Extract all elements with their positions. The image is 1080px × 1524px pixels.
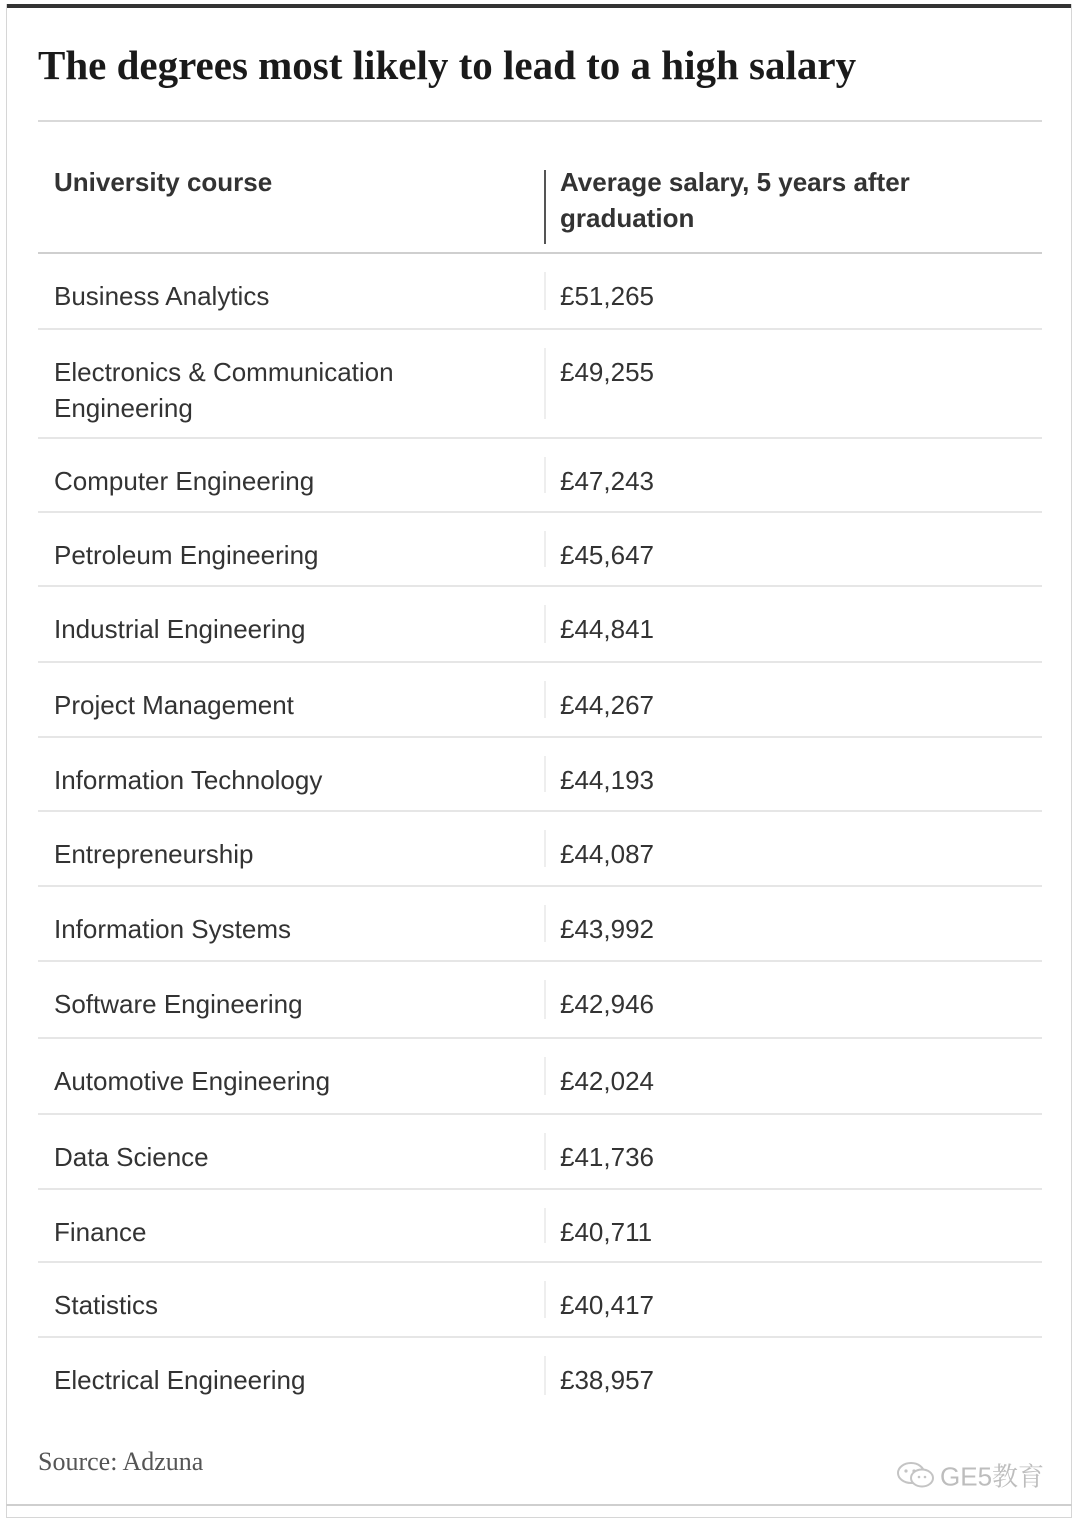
course-cell: Entrepreneurship bbox=[54, 839, 254, 869]
course-cell: Finance bbox=[54, 1217, 147, 1247]
salary-cell: £47,243 bbox=[560, 466, 654, 496]
salary-cell: £44,087 bbox=[560, 839, 654, 869]
row-column-divider bbox=[544, 1356, 546, 1395]
table-row bbox=[38, 962, 1042, 1039]
table-row bbox=[38, 439, 1042, 513]
row-column-divider bbox=[544, 531, 546, 567]
course-cell: Industrial Engineering bbox=[54, 614, 306, 644]
header-column-divider bbox=[544, 170, 546, 244]
table-row bbox=[38, 1190, 1042, 1263]
table-row bbox=[38, 1039, 1042, 1115]
salary-cell: £38,957 bbox=[560, 1365, 654, 1395]
salary-cell: £41,736 bbox=[560, 1142, 654, 1172]
course-cell: Petroleum Engineering bbox=[54, 540, 319, 570]
row-column-divider bbox=[544, 1057, 546, 1095]
salary-cell: £40,417 bbox=[560, 1290, 654, 1320]
table-row bbox=[38, 887, 1042, 962]
table-row bbox=[38, 254, 1042, 330]
salary-cell: £42,946 bbox=[560, 989, 654, 1019]
row-column-divider bbox=[544, 905, 546, 942]
row-column-divider bbox=[544, 830, 546, 867]
table-row bbox=[38, 1338, 1042, 1413]
salary-cell: £49,255 bbox=[560, 357, 654, 387]
row-column-divider bbox=[544, 457, 546, 493]
row-column-divider bbox=[544, 980, 546, 1019]
course-cell: Software Engineering bbox=[54, 989, 303, 1019]
salary-table bbox=[38, 122, 1042, 1413]
row-column-divider bbox=[544, 1133, 546, 1170]
salary-cell: £51,265 bbox=[560, 281, 654, 311]
source-note: Source: Adzuna bbox=[38, 1447, 204, 1476]
course-cell: Automotive Engineering bbox=[54, 1066, 331, 1096]
table-row bbox=[38, 738, 1042, 812]
salary-cell: £42,024 bbox=[560, 1066, 654, 1096]
column-header-salary: Average salary, 5 years after graduation bbox=[560, 167, 910, 233]
salary-cell: £43,992 bbox=[560, 914, 654, 944]
watermark bbox=[896, 1460, 1044, 1497]
salary-cell: £40,711 bbox=[560, 1217, 653, 1247]
table-row bbox=[38, 1263, 1042, 1338]
course-cell: Information Systems bbox=[54, 914, 291, 944]
table-row bbox=[38, 812, 1042, 887]
row-column-divider bbox=[544, 756, 546, 792]
salary-cell: £44,267 bbox=[560, 690, 654, 720]
table-row bbox=[38, 1115, 1042, 1190]
salary-cell: £44,193 bbox=[560, 765, 654, 795]
table-row bbox=[38, 663, 1042, 738]
row-column-divider bbox=[544, 272, 546, 310]
table-row bbox=[38, 513, 1042, 587]
chart-title: The degrees most likely to lead to a high salary bbox=[38, 42, 857, 88]
table-row bbox=[38, 330, 1042, 439]
row-column-divider bbox=[544, 348, 546, 419]
table-body bbox=[38, 254, 1042, 1413]
course-cell: Electronics & Communication Engineering bbox=[54, 357, 394, 423]
course-cell: Information Technology bbox=[54, 765, 323, 795]
table-header bbox=[38, 122, 1042, 254]
row-column-divider bbox=[544, 605, 546, 643]
bottom-rule bbox=[6, 1504, 1072, 1506]
salary-cell: £44,841 bbox=[560, 614, 654, 644]
watermark-text: GE5教育 bbox=[940, 1461, 1045, 1492]
row-column-divider bbox=[544, 1281, 546, 1318]
salary-cell: £45,647 bbox=[560, 540, 654, 570]
course-cell: Electrical Engineering bbox=[54, 1365, 306, 1395]
course-cell: Computer Engineering bbox=[54, 466, 315, 496]
table-row bbox=[38, 587, 1042, 663]
course-cell: Statistics bbox=[54, 1290, 159, 1320]
row-column-divider bbox=[544, 681, 546, 718]
row-column-divider bbox=[544, 1208, 546, 1243]
course-cell: Project Management bbox=[54, 690, 294, 720]
course-cell: Business Analytics bbox=[54, 281, 270, 311]
wechat-icon bbox=[896, 1460, 936, 1497]
course-cell: Data Science bbox=[54, 1142, 209, 1172]
column-header-course: University course bbox=[54, 167, 273, 197]
